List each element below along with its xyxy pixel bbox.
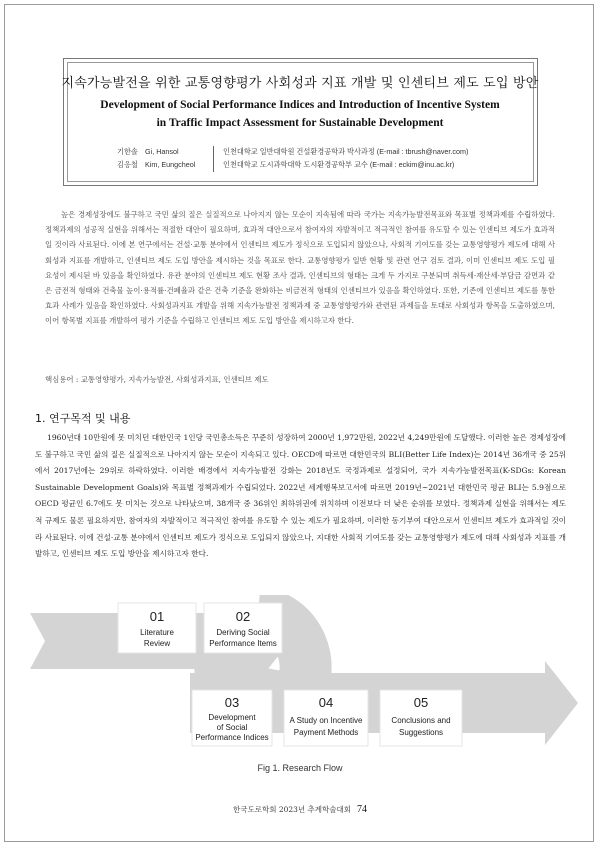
english-title-line-2: in Traffic Impact Assessment for Sustainable Development [156, 117, 444, 129]
section-heading: 1. 연구목적 및 내용 [35, 412, 131, 425]
section-body: 1960년대 10만원에 못 미치던 대한민국 1인당 국민총소득은 꾸준히 성장하여 2000년 1,972만원, 2022년 4,249만원에 도달했다. 이러한 높은 경제성장에도 불구하고 국민 삶의 질은 실질적으로 나아지지 않는 모순이 지속되고 있다. OECD에 따르면 대한민국의 BLI(Better Life Index)는 2014년 36개국 중 25위에서 2017년에는 29위로 하락하였다. 이러한 배경에서 지속가능발전 강화는 2018년도 국정과제로 설정되어, 국가 지속가능발전목표(K-SDGs: Korean Sustainable Development Goals)와 목표별 정책과제가 수립되었다. 2022년 세계행복보고서에 따르면 2019년~2021년 대한민국 평균 BLI는 5.9점으로 OECD 평균인 6.7에도 못 미치는 것으로 나타났으며, 38개국 중 36위인 최하위권에 위치하며 이전보다 더 낮은 순위를 보였다. 정책과제 실현을 위해서는 제도적 규제도 물론 필요하지만, 참여자의 자발적이고 적극적인 참여를 유도할 수 있는 제도가 필요하며, 이러한 동기부여 대안으로서 인센티브 제도가 효과적일 것이라 사료된다. 이에 건설·교통 분야에서 인센티브 제도가 정식으로 도입되지 않았으나, 지대한 사회적 기여도를 갖는 교통영향평가 제도에 대해 사회성과 지표를 개발하고, 인센티브 제도 도입 방안을 제시하고자 한다. [35, 433, 566, 559]
step-5-label: Suggestions [398, 728, 444, 737]
abstract: 높은 경제성장에도 불구하고 국민 삶의 질은 실질적으로 나아지지 않는 모순이 지속됨에 따라 국가는 지속가능발전목표와 목표별 정책과제를 수립하였다. 정책과제의 성공적 실현을 위해서는 적절한 대안이 필요하며, 효과적 대안으로서 참여자의 자발적이고 적극적인 참여를 유도할 수 있는 인센티브 제도가 효과적일 것이라 사료된다. 이에 본 연구에서는 건설·교통 분야에서 인센티브 제도가 정식으로 도입되지 않았으나, 사회적 기여도를 갖는 교통영향평가 제도에 대해 사회성과 지표를 개발하고, 인센티브 제도 도입 방안을 제시하는 것을 목표로 한다. 교통영향평가 일반 현황 및 관련 연구 검토 결과, 이미 인센티브 제도 도입 필요성이 제시된 바 있음을 확인하였다. 유관 분야의 인센티브 제도 현황 조사 결과, 인센티브의 형태는 크게 두 가지로 구분되며 취득세·재산세·부담금 감면과 같은 금전적 형태와 건축물 높이·용적률·건폐율과 같은 건축 기준을 완화하는 비금전적 형태의 인센티브가 있음을 확인하였다. 또한, 기존에 인센티브 제도를 통한 효과 사례가 있음을 확인하였다. 사회성과지표 개발을 위해 지속가능발전 정책과제 중 교통영향평가와 관련된 과제들을 토대로 사회성과 항목을 도출하였으며, 이어 항목별 지표를 개발하여 평가 기준을 수립하고 인센티브 제도 도입 방안을 제시하고자 한다. [45, 210, 555, 326]
step-3-label: Performance Indices [195, 733, 269, 742]
step-3-number: 03 [224, 695, 240, 710]
research-flow-figure [0, 595, 600, 765]
author-name: 기한솔 Gi, Hansol [117, 147, 179, 156]
step-2-label: Deriving Social [216, 628, 270, 637]
page-footer [0, 804, 600, 815]
keywords: 핵심용어 : 교통영향평가, 지속가능발전, 사회성과지표, 인센티브 제도 [45, 375, 269, 384]
step-3-label: Development [208, 713, 256, 722]
step-2-label: Performance Items [209, 639, 277, 648]
step-1-label: Literature [140, 628, 174, 637]
research-flow-diagram [0, 595, 600, 765]
step-1-number: 01 [149, 609, 165, 624]
step-5-label: Conclusions and [391, 716, 451, 725]
step-4-label: A Study on Incentive [289, 716, 363, 725]
author-name: 김응철 Kim, Eungcheol [117, 160, 196, 169]
author-affiliation: 인천대학교 일반대학원 건설환경공학과 박사과정 (E-mail : tbrush@naver.com) [223, 147, 469, 156]
step-4-label: Payment Methods [293, 728, 359, 737]
author-affiliation: 인천대학교 도시과학대학 도시환경공학부 교수 (E-mail : eckim@inu.ac.kr) [223, 160, 455, 169]
step-1 [118, 603, 196, 653]
step-3-label: of Social [216, 723, 248, 732]
step-4-number: 04 [318, 695, 334, 710]
conference-name: 한국도로학회 2023년 추계학술대회 [232, 805, 352, 814]
step-5-number: 05 [413, 695, 429, 710]
step-4 [284, 690, 368, 746]
author-divider [213, 146, 214, 172]
step-5 [380, 690, 462, 746]
korean-title: 지속가능발전을 위한 교통영향평가 사회성과 지표 개발 및 인센티브 제도 도입 방안 [61, 76, 539, 91]
step-2 [204, 603, 282, 653]
step-2-number: 02 [235, 609, 251, 624]
step-1-label: Review [143, 639, 171, 648]
step-3 [192, 690, 272, 746]
figure-caption: Fig 1. Research Flow [257, 763, 343, 773]
page-number: 74 [357, 804, 368, 815]
english-title-line-1: Development of Social Performance Indices and Introduction of Incentive System [100, 99, 500, 111]
